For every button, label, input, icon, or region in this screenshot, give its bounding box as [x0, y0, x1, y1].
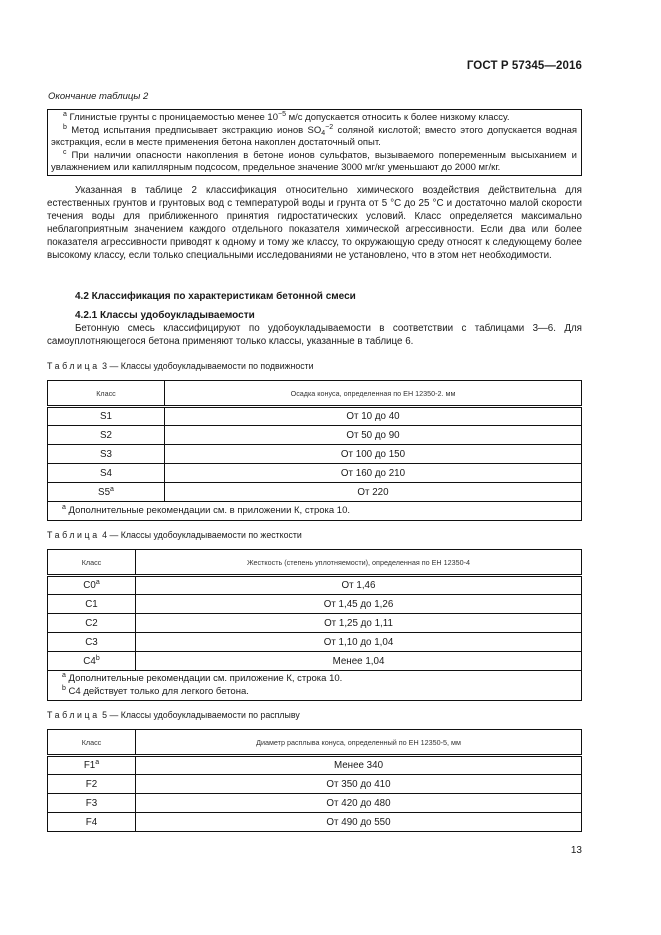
table-3-slump-classes — [47, 380, 582, 521]
table-3-header-slump: Осадка конуса, определенная по ЕН 12350-2. мм — [165, 381, 582, 407]
classification-paragraph: Указанная в таблице 2 классификация относительно химического воздействия действительна для естественных грунтов и грунтовых вод с температурой воды и грунта от 5 °С до 25 °С и достаточно малой скорости течения воды для приближенного принятия гидростатических условий. Класс определяется максимально неблагоприятным значением каждого отдельного показателя химической агрессивности. Если два или более показателя агрессивности приводят к одному и тому же классу, то окружающую среду относят к следующему более высокому классу, если только специальными исследованиями не установлено, что в этом нет необходимости. — [47, 185, 582, 262]
table-3-header-class: Класс — [48, 381, 165, 407]
table-row: C2 От 1,25 до 1,11 — [48, 614, 582, 633]
table-4-vebe-classes — [47, 549, 582, 701]
table-2-note-c: $^c$ При наличии опасности накопления в бетоне ионов сульфатов, вызываемого попеременным высыханием и увлажнением или капиллярным подсосом, предельное значение 3000 мг/кг уменьшают до 2000 мг/кг. — [51, 148, 577, 174]
table-row: F1$^a$ Менее 340 — [48, 756, 582, 775]
table-2-note-a: $^a$ Глинистые грунты с проницаемостью менее $10^{-5}$ м/с допускается относить к более низкому классу. — [63, 111, 510, 123]
table-row: F4 От 490 до 550 — [48, 813, 582, 832]
section-4-2-heading: 4.2 Классификация по характеристикам бетонной смеси — [75, 291, 356, 302]
table-2-note-b: $^b$ Метод испытания предписывает экстракцию ионов $SO_4^{-2}$ соляной кислотой; вместо этого допускается водная экстракция, если в месте применения бетона накоплен достаточный опыт. — [51, 123, 578, 149]
section-4-2-1-heading: 4.2.1 Классы удобоукладываемости — [75, 310, 255, 321]
table-row: S2 От 50 до 90 — [48, 426, 582, 445]
table-row: C4$^b$ Менее 1,04 — [48, 652, 582, 671]
document-code-header: ГОСТ Р 57345—2016 — [466, 60, 582, 72]
table-row: C3 От 1,10 до 1,04 — [48, 633, 582, 652]
table-row: S4 От 160 до 210 — [48, 464, 582, 483]
table-row: C0$^a$ От 1,46 — [48, 576, 582, 595]
table-5-flow-classes — [47, 729, 582, 832]
table-row: F3 От 420 до 480 — [48, 794, 582, 813]
table-5-header-class: Класс — [48, 730, 136, 756]
table-5-caption: Таблица 5 — Классы удобоукладываемости по расплыву — [47, 710, 300, 720]
table-5-header-flow-diameter: Диаметр расплыва конуса, определенный по ЕН 12350-5, мм — [136, 730, 582, 756]
table-3-caption: Таблица 3 — Классы удобоукладываемости по подвижности — [47, 361, 314, 371]
table-2-continuation-caption: Окончание таблицы 2 — [48, 91, 149, 102]
section-4-2-1-paragraph: Бетонную смесь классифицируют по удобоукладываемости в соответствии с таблицами 3—6. Для самоуплотняющегося бетона применяют только классы, указанные в таблице 6. — [47, 323, 582, 348]
table-row: S1 От 10 до 40 — [48, 407, 582, 426]
table-2-footnotes-box — [47, 109, 582, 176]
table-4-header-class: Класс — [48, 550, 136, 576]
table-row: S5$^a$ От 220 — [48, 483, 582, 502]
table-row: F2 От 350 до 410 — [48, 775, 582, 794]
table-row: C1 От 1,45 до 1,26 — [48, 595, 582, 614]
table-3-footnote-row: $^a$ Дополнительные рекомендации см. в приложении К, строка 10. — [48, 502, 582, 521]
table-row: S3 От 100 до 150 — [48, 445, 582, 464]
page-number: 13 — [570, 845, 582, 856]
table-4-header-stiffness: Жесткость (степень уплотняемости), определенная по ЕН 12350-4 — [136, 550, 582, 576]
table-4-caption: Таблица 4 — Классы удобоукладываемости по жесткости — [47, 530, 302, 540]
table-4-footnote-row: $^a$ Дополнительные рекомендации см. приложение К, строка 10. $^b$ C4 действует только для легкого бетона. — [48, 671, 582, 701]
